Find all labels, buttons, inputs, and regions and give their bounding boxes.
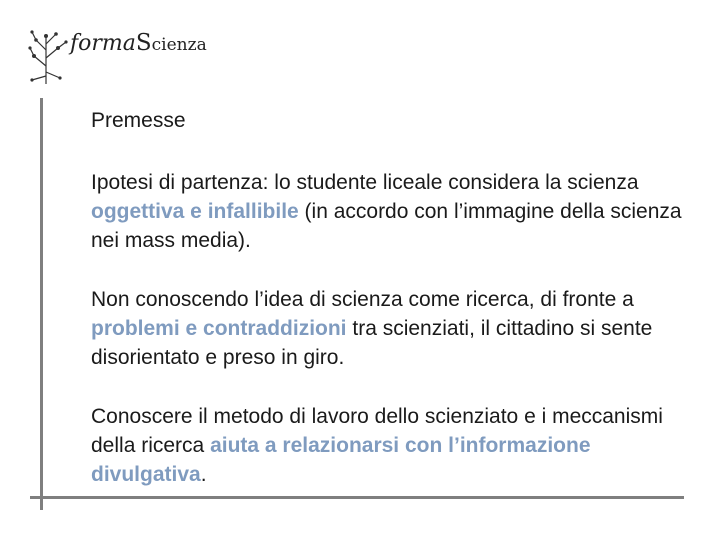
paragraph-2: Non conoscendo l’idea di scienza come ricerca, di fronte a problemi e contraddizioni tra scienziati, il cittadino si sente disorientato e preso in giro. bbox=[91, 288, 653, 369]
highlight-2: problemi e contraddizioni bbox=[91, 317, 347, 340]
logo-scienza: Scienza bbox=[135, 30, 207, 56]
logo-forma: forma bbox=[70, 31, 136, 56]
tree-network-icon bbox=[26, 26, 72, 86]
logo-wordmark bbox=[70, 30, 207, 56]
slide-title: Premesse bbox=[91, 109, 186, 132]
logo bbox=[26, 26, 207, 90]
slide-content bbox=[91, 108, 691, 519]
highlight-1: oggettiva e infallibile bbox=[91, 200, 299, 223]
highlight-3: aiuta a relazionarsi con l’informazione divulgativa bbox=[91, 434, 591, 486]
paragraph-1: Ipotesi di partenza: lo studente liceale considera la scienza oggettiva e infallibile (in accordo con l’immagine della scienza nei mass media). bbox=[91, 171, 682, 252]
paragraph-3: Conoscere il metodo di lavoro dello scienziato e i meccanismi della ricerca aiuta a relazionarsi con l’informazione divulgativa. bbox=[91, 405, 663, 486]
vertical-rule bbox=[40, 98, 43, 510]
